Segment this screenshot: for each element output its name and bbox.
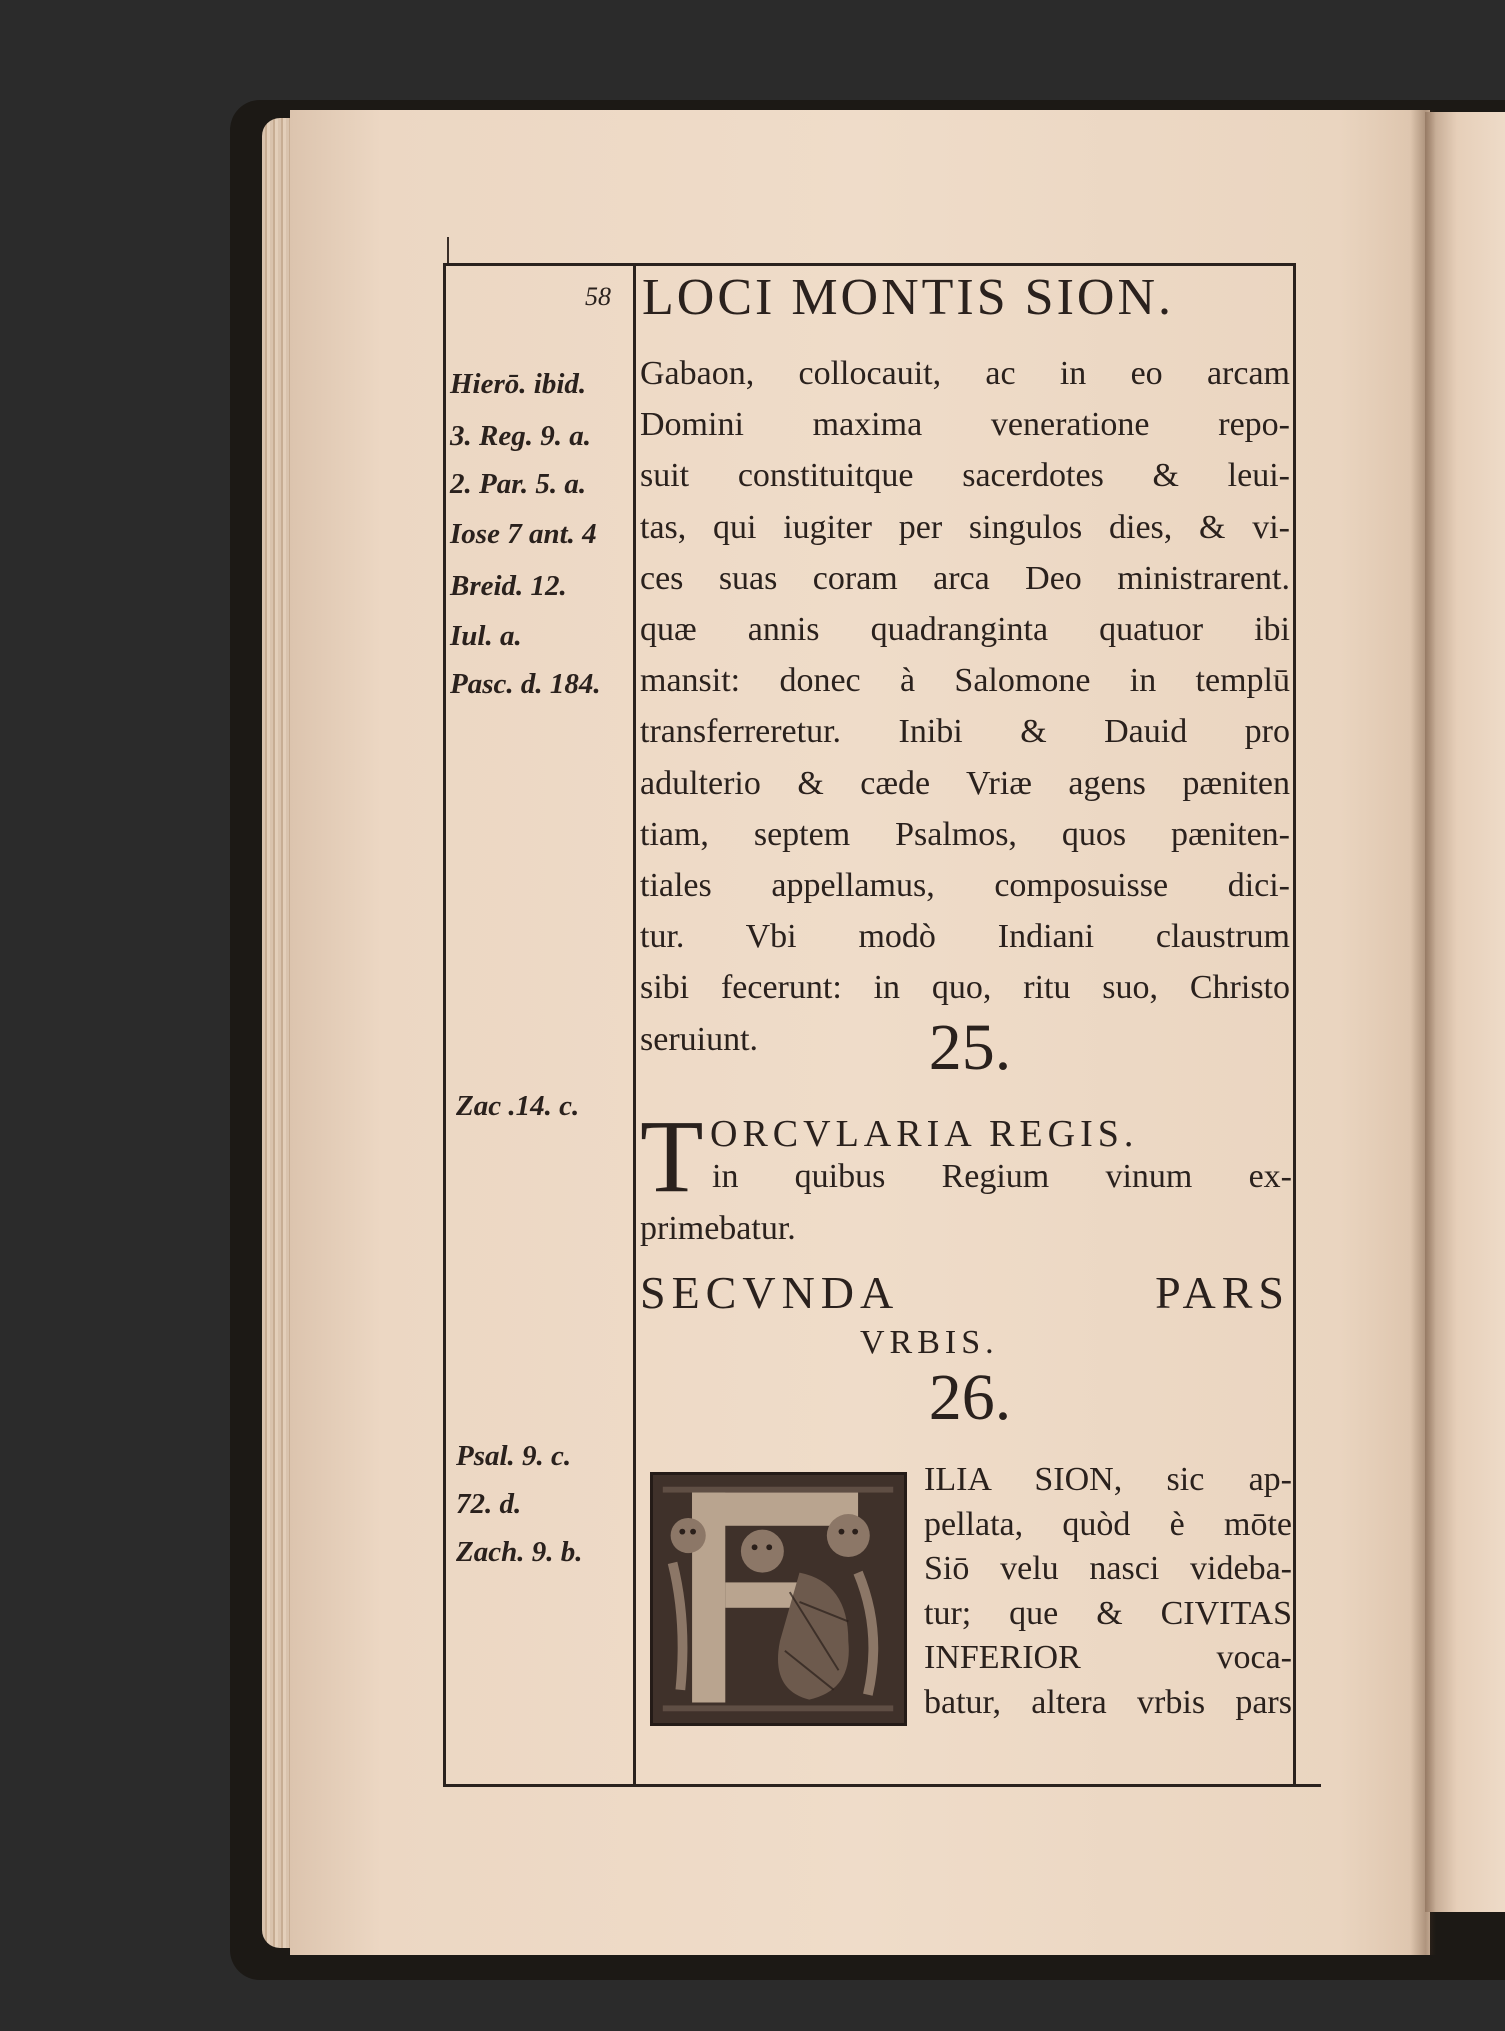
section-heading-25: ORCVLARIA REGIS. — [710, 1113, 1139, 1155]
frame-rule-right — [1293, 263, 1296, 1786]
text-line: Gabaon, collocauit, ac in eo arcam — [640, 355, 1290, 392]
margin-note: Pasc. d. 184. — [450, 668, 601, 700]
text-line: Domini maxima veneratione repo- — [640, 406, 1290, 444]
text-line: suit constituitque sacerdotes & leui- — [640, 457, 1290, 495]
text-line: in quibus Regium vinum ex- — [712, 1158, 1292, 1195]
section-number-25: 25. — [928, 1011, 1012, 1084]
section-number-26: 26. — [928, 1361, 1012, 1434]
text-line: tur. Vbi modò Indiani claustrum — [640, 918, 1290, 956]
drop-initial-T: T — [640, 1099, 704, 1214]
margin-note: Iose 7 ant. 4 — [450, 518, 597, 550]
text-line: sibi fecerunt: in quo, ritu suo, Christo — [640, 969, 1290, 1007]
frame-rule-bottom — [443, 1784, 1321, 1787]
text-line: adulterio & cæde Vriæ agens pæniten — [640, 764, 1290, 802]
running-title: LOCI MONTIS SION. — [642, 269, 1174, 326]
text-line: transferreretur. Inibi & Dauid pro — [640, 713, 1290, 751]
text-line: ces suas coram arca Deo ministrarent. — [640, 559, 1290, 597]
part-heading-subline: VRBIS. — [860, 1324, 999, 1361]
part-heading: SECVNDA PARS — [640, 1267, 1290, 1318]
margin-note: Zach. 9. b. — [456, 1536, 583, 1568]
text-line: ILIA SION, sic ap- — [924, 1461, 1292, 1498]
book-gutter — [1410, 110, 1436, 1955]
body-paragraph — [640, 348, 1290, 1065]
margin-note: 3. Reg. 9. a. — [450, 420, 591, 452]
margin-note: Hierō. ibid. — [450, 368, 587, 400]
frame-rule-top — [443, 263, 1296, 266]
margin-note: Zac .14. c. — [456, 1090, 580, 1122]
margin-note: 72. d. — [456, 1488, 522, 1520]
margin-note: Breid. 12. — [450, 570, 567, 602]
text-line: quæ annis quadranginta quatuor ibi — [640, 611, 1290, 649]
margin-note: 2. Par. 5. a. — [450, 468, 587, 500]
rule-tick — [447, 237, 449, 265]
text-line: seruiunt. — [640, 1020, 759, 1058]
page-number: 58 — [585, 282, 611, 311]
text-line: tiales appellamus, composuisse dici- — [640, 867, 1290, 905]
frame-rule-margin — [633, 263, 636, 1786]
margin-note: Psal. 9. c. — [456, 1440, 572, 1472]
text-line: Siō velu nasci videba- — [924, 1550, 1292, 1587]
text-line: INFERIOR voca- — [924, 1639, 1292, 1676]
text-line: tur; que & CIVITAS — [924, 1594, 1292, 1632]
text-line: mansit: donec à Salomone in templū — [640, 662, 1290, 700]
decorated-initial-F-woodcut-icon — [650, 1472, 907, 1726]
margin-note: Iul. a. — [450, 620, 522, 652]
section-26-text — [924, 1458, 1292, 1725]
text-line: primebatur. — [640, 1210, 796, 1247]
frame-rule-left — [443, 263, 446, 1786]
text-line: pellata, quòd è mōte — [924, 1505, 1292, 1543]
text-line: tiam, septem Psalmos, quos pæniten- — [640, 815, 1290, 853]
facing-page-edge — [1425, 112, 1505, 1912]
text-line: tas, qui iugiter per singulos dies, & vi- — [640, 508, 1290, 546]
text-line: batur, altera vrbis pars — [924, 1683, 1292, 1721]
woodcut-illustration — [653, 1475, 904, 1723]
